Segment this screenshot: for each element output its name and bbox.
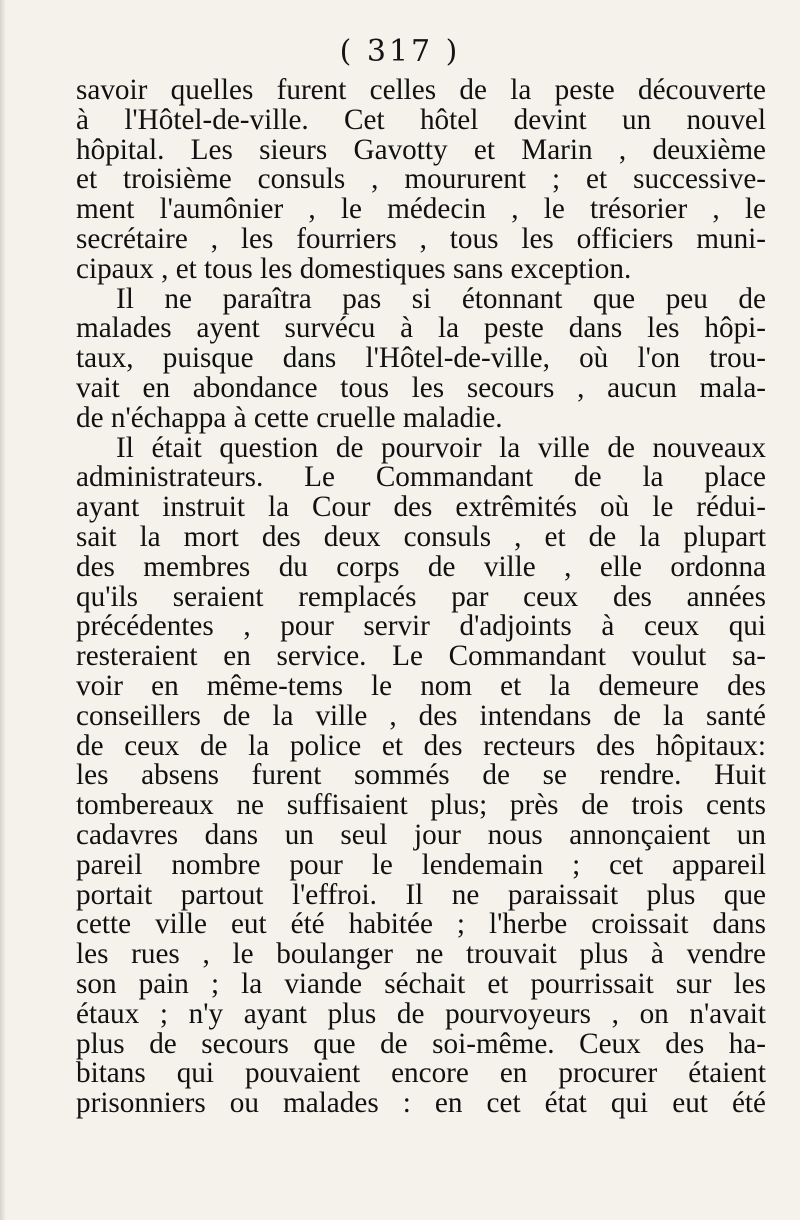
text-line: sait la mort des deux consuls , et de la plupart bbox=[76, 520, 766, 553]
text-line: cipaux , et tous les domestiques sans exception. bbox=[76, 252, 632, 285]
text-line: resteraient en service. Le Commandant voulut sa- bbox=[76, 640, 766, 673]
text-line: Il était question de pourvoir la ville de nouveaux bbox=[116, 431, 766, 464]
text-line: secrétaire , les fourriers , tous les officiers muni- bbox=[76, 222, 766, 255]
page-edge-shadow bbox=[0, 0, 6, 1220]
text-line: vait en abondance tous les secours , aucun mala- bbox=[76, 371, 766, 404]
text-line: taux, puisque dans l'Hôtel-de-ville, où l'on trou- bbox=[76, 342, 766, 375]
body-text bbox=[76, 76, 766, 1119]
text-line: tombereaux ne suffisaient plus; près de trois cents bbox=[76, 789, 766, 822]
text-line: pareil nombre pour le lendemain ; cet appareil bbox=[76, 848, 766, 881]
text-line: hôpital. Les sieurs Gavotty et Marin , deuxième bbox=[76, 133, 766, 166]
text-line: administrateurs. Le Commandant de la place bbox=[76, 461, 766, 494]
text-line: Il ne paraîtra pas si étonnant que peu de bbox=[116, 282, 766, 315]
text-line: étaux ; n'y ayant plus de pourvoyeurs , on n'avait bbox=[76, 997, 766, 1030]
page-number: ( 317 ) bbox=[339, 34, 461, 69]
text-line: cette ville eut été habitée ; l'herbe croissait dans bbox=[76, 908, 766, 941]
text-line: bitans qui pouvaient encore en procurer étaient bbox=[76, 1057, 766, 1090]
text-line: savoir quelles furent celles de la peste découverte bbox=[76, 74, 766, 106]
text-line: les rues , le boulanger ne trouvait plus à vendre bbox=[76, 938, 766, 971]
text-line: portait partout l'effroi. Il ne paraissait plus que bbox=[76, 878, 766, 911]
text-line: cadavres dans un seul jour nous annonçaient un bbox=[76, 818, 766, 851]
text-line: à l'Hôtel-de-ville. Cet hôtel devint un nouvel bbox=[76, 103, 766, 136]
text-line: voir en même-tems le nom et la demeure des bbox=[76, 669, 766, 702]
text-line: de n'échappa à cette cruelle maladie. bbox=[76, 401, 503, 434]
text-line: malades ayent survécu à la peste dans les hôpi- bbox=[76, 312, 766, 345]
text-line: prisonniers ou malades : en cet état qui eut été bbox=[76, 1087, 766, 1120]
text-line: plus de secours que de soi-même. Ceux des ha- bbox=[76, 1027, 766, 1060]
text-line: qu'ils seraient remplacés par ceux des années bbox=[76, 580, 766, 613]
text-line: ment l'aumônier , le médecin , le trésorier , le bbox=[76, 193, 766, 226]
text-line: et troisième consuls , moururent ; et successive- bbox=[76, 163, 766, 196]
text-line: précédentes , pour servir d'adjoints à ceux qui bbox=[76, 610, 766, 643]
text-line: conseillers de la ville , des intendans de la santé bbox=[76, 699, 766, 732]
text-line: son pain ; la viande séchait et pourrissait sur les bbox=[76, 967, 766, 1000]
text-line: de ceux de la police et des recteurs des hôpitaux: bbox=[76, 729, 766, 762]
text-line: les absens furent sommés de se rendre. Huit bbox=[76, 759, 766, 792]
text-line: des membres du corps de ville , elle ordonna bbox=[76, 550, 766, 583]
text-line: ayant instruit la Cour des extrêmités où le rédui- bbox=[76, 491, 766, 524]
